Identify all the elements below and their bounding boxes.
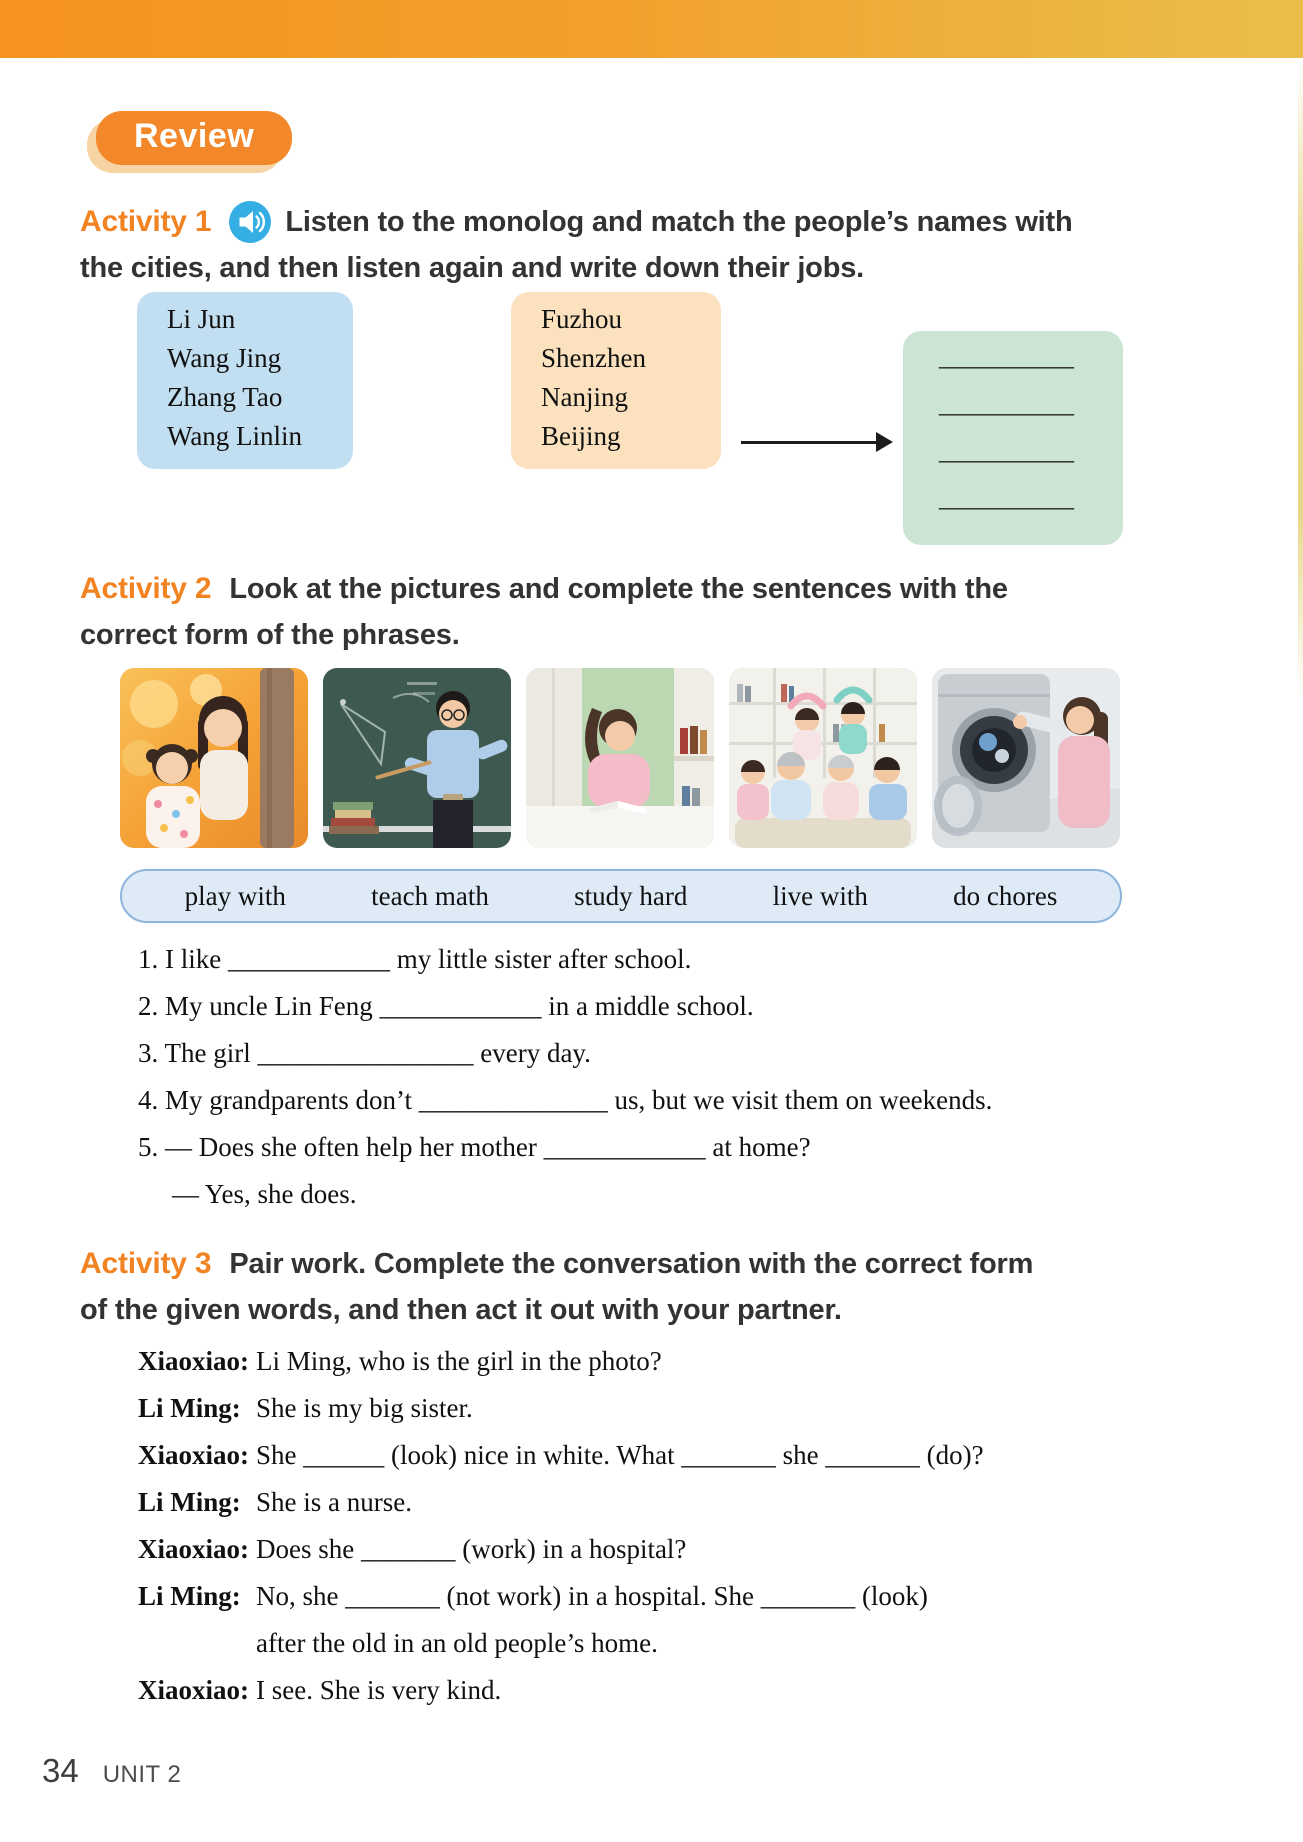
phrase-do-chores: do chores — [953, 880, 1058, 911]
name-item: Wang Jing — [167, 343, 282, 373]
jobs-answer-box — [903, 331, 1123, 545]
dialog-text: She is a nurse. — [256, 1487, 412, 1517]
sentence-4: 4. My grandparents don’t ______________ us, but we visit them on weekends. — [138, 1085, 993, 1115]
phrase-study-hard: study hard — [574, 880, 688, 911]
sentence-5: 5. — Does she often help her mother ____________ at home? — [138, 1132, 811, 1162]
photo-girl-studying — [526, 668, 714, 848]
activity3-heading — [80, 1240, 1033, 1334]
dialog-speaker: Li Ming: — [138, 1581, 241, 1611]
dialog-speaker — [138, 1620, 256, 1667]
city-item: Shenzhen — [541, 343, 646, 373]
dialog-line — [138, 1385, 1228, 1432]
activity3-dialog — [138, 1338, 1228, 1714]
job-blank-line: __________ — [939, 341, 1074, 371]
activity3-heading-line1 — [80, 1240, 1033, 1287]
dialog-text: after the old in an old people’s home. — [256, 1628, 658, 1658]
dialog-text: I see. She is very kind. — [256, 1675, 502, 1705]
dialog-line — [138, 1338, 1228, 1385]
dialog-text: No, she _______ (not work) in a hospital. She _______ (look) — [256, 1581, 928, 1611]
phrase-play-with: play with — [184, 880, 286, 911]
photo-girl-doing-laundry — [932, 668, 1120, 848]
name-item: Li Jun — [167, 304, 236, 334]
photo-family-on-sofa — [729, 668, 917, 848]
city-item: Nanjing — [541, 382, 628, 412]
activity1-heading-line1 — [80, 198, 1073, 245]
name-item: Wang Linlin — [167, 421, 303, 451]
activity2-label: Activity 2 — [80, 572, 212, 605]
names-box — [137, 292, 353, 469]
review-banner — [96, 111, 292, 165]
activity3-instruction-line2: of the given words, and then act it out with your partner. — [80, 1294, 842, 1326]
page-number: 34 — [42, 1752, 79, 1789]
activity2-heading — [80, 565, 1008, 659]
dialog-line-continuation — [138, 1620, 1228, 1667]
dialog-text: Does she _______ (work) in a hospital? — [256, 1534, 687, 1564]
dialog-line — [138, 1526, 1228, 1573]
photo-teacher-at-chalkboard-illustration — [323, 668, 511, 848]
activity3-instruction-line1: Pair work. Complete the conversation with the correct form — [229, 1248, 1034, 1280]
dialog-speaker: Li Ming: — [138, 1487, 241, 1517]
page-edge-shading — [1298, 58, 1303, 698]
match-arrow-line — [741, 441, 879, 444]
dialog-text: She is my big sister. — [256, 1393, 473, 1423]
dialog-speaker: Li Ming: — [138, 1393, 241, 1423]
dialog-speaker: Xiaoxiao: — [138, 1346, 249, 1376]
photo-family-on-sofa-illustration — [729, 668, 917, 848]
dialog-text: She ______ (look) nice in white. What _______ she _______ (do)? — [256, 1440, 984, 1470]
name-item: Zhang Tao — [167, 382, 283, 412]
photo-girls-playing-outdoors — [120, 668, 308, 848]
review-banner-label: Review — [134, 117, 255, 155]
activity2-instruction-line1: Look at the pictures and complete the sentences with the — [229, 573, 1008, 605]
city-item: Fuzhou — [541, 304, 622, 334]
dialog-line — [138, 1667, 1228, 1714]
job-blank-line: __________ — [939, 482, 1074, 512]
sentence-5-answer: — Yes, she does. — [172, 1179, 357, 1209]
page-footer — [42, 1752, 181, 1790]
photo-girl-doing-laundry-illustration — [932, 668, 1120, 848]
activity3-label: Activity 3 — [80, 1247, 212, 1280]
sentence-1: 1. I like ____________ my little sister after school. — [138, 944, 692, 974]
dialog-text: Li Ming, who is the girl in the photo? — [256, 1346, 662, 1376]
dialog-line — [138, 1479, 1228, 1526]
sentence-3: 3. The girl ________________ every day. — [138, 1038, 591, 1068]
activity2-sentences — [138, 936, 1228, 1218]
sentence-2: 2. My uncle Lin Feng ____________ in a middle school. — [138, 991, 754, 1021]
match-arrow-head — [876, 432, 893, 452]
photo-girls-playing-outdoors-illustration — [120, 668, 308, 848]
phrase-live-with: live with — [772, 880, 868, 911]
activity1-instruction-line1: Listen to the monolog and match the people’s names with — [285, 206, 1073, 238]
activity2-instruction-line2: correct form of the phrases. — [80, 619, 460, 651]
dialog-speaker: Xiaoxiao: — [138, 1534, 249, 1564]
job-blank-line: __________ — [939, 388, 1074, 418]
match-arrow — [741, 432, 893, 452]
activity2-heading-line1 — [80, 565, 1008, 612]
dialog-line — [138, 1432, 1228, 1479]
dialog-line — [138, 1573, 1228, 1620]
speaker-icon[interactable] — [229, 201, 271, 243]
job-blank-line: __________ — [939, 435, 1074, 465]
activity1-label: Activity 1 — [80, 205, 212, 238]
dialog-speaker: Xiaoxiao: — [138, 1440, 249, 1470]
phrase-teach-math: teach math — [371, 880, 489, 911]
city-item: Beijing — [541, 421, 621, 451]
unit-label: UNIT 2 — [102, 1761, 182, 1788]
activity1-instruction-line2: the cities, and then listen again and write down their jobs. — [80, 252, 864, 284]
activity1-heading — [80, 198, 1073, 292]
photo-teacher-at-chalkboard — [323, 668, 511, 848]
photo-girl-studying-illustration — [526, 668, 714, 848]
page-top-banner — [0, 0, 1303, 58]
cities-box — [511, 292, 721, 469]
phrase-bank — [120, 869, 1122, 923]
dialog-speaker: Xiaoxiao: — [138, 1675, 249, 1705]
